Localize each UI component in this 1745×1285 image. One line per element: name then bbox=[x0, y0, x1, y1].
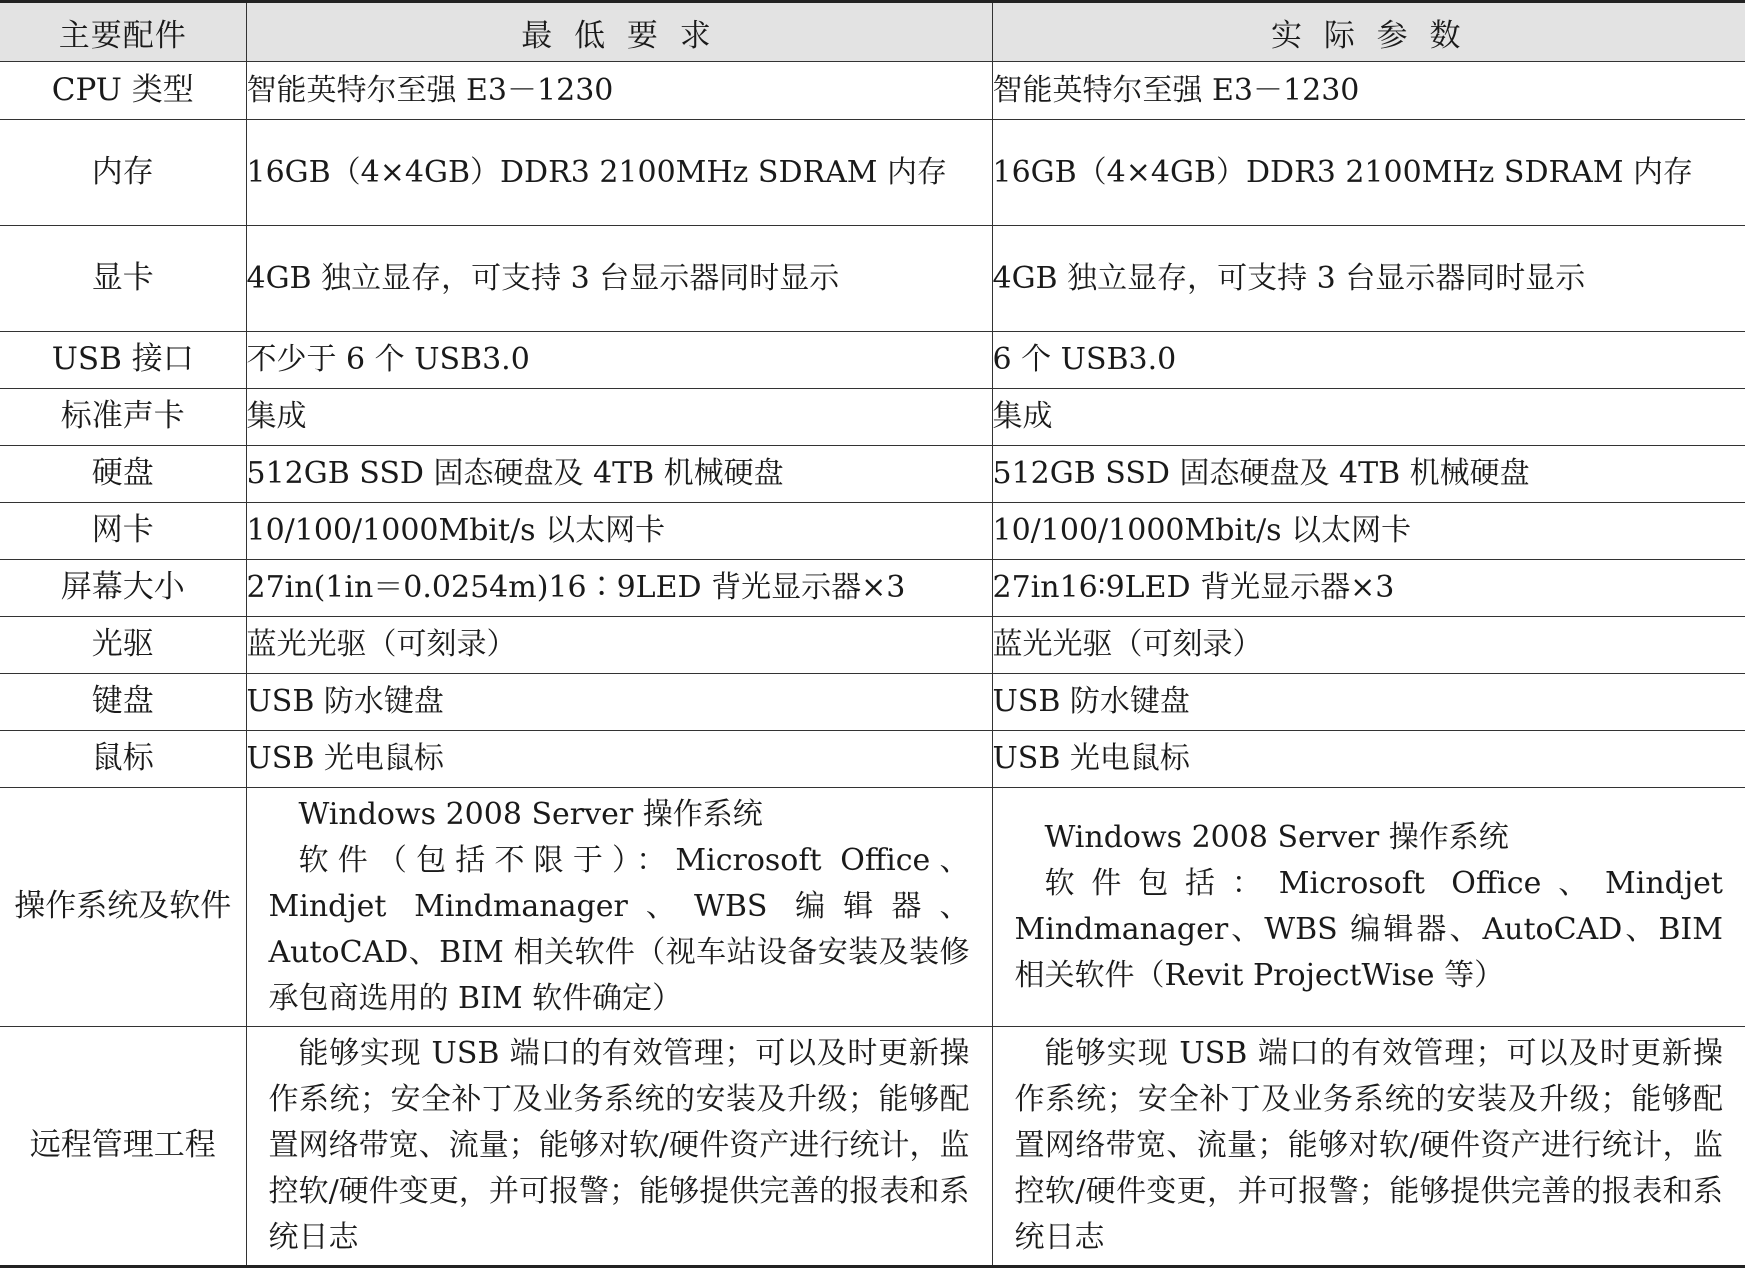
table-row bbox=[0, 120, 1745, 226]
row-min: 27in(1in＝0.0254m)16∶9LED 背光显示器×3 bbox=[246, 560, 992, 617]
row-min: 集成 bbox=[246, 389, 992, 446]
row-min: 10/100/1000Mbit/s 以太网卡 bbox=[246, 503, 992, 560]
row-category: USB 接口 bbox=[0, 332, 246, 389]
table-row bbox=[0, 332, 1745, 389]
table-row bbox=[0, 226, 1745, 332]
software-line: 软件包括：Microsoft Office、Mindjet Mindmanager、WBS 编辑器、AutoCAD、BIM 相关软件（Revit ProjectWise 等） bbox=[1014, 866, 1723, 993]
table-row bbox=[0, 674, 1745, 731]
table-row bbox=[0, 389, 1745, 446]
software-line: 软件（包括不限于）：Microsoft Office、Mindjet Mindmanager、WBS 编辑器、AutoCAD、BIM 相关软件（视车站设备安装及装修承包商选用的 BIM 软件确定） bbox=[268, 843, 970, 1016]
row-category: 键盘 bbox=[0, 674, 246, 731]
os-line: Windows 2008 Server 操作系统 bbox=[1044, 820, 1509, 855]
row-category: 硬盘 bbox=[0, 446, 246, 503]
os-software-row bbox=[0, 788, 1745, 1027]
row-min: 4GB 独立显存，可支持 3 台显示器同时显示 bbox=[246, 226, 992, 332]
header-actual-params: 实 际 参 数 bbox=[992, 2, 1745, 62]
row-min: USB 防水键盘 bbox=[246, 674, 992, 731]
row-min: USB 光电鼠标 bbox=[246, 731, 992, 788]
table-row bbox=[0, 560, 1745, 617]
row-actual: 智能英特尔至强 E3－1230 bbox=[992, 62, 1745, 120]
row-min: 不少于 6 个 USB3.0 bbox=[246, 332, 992, 389]
table-row bbox=[0, 446, 1745, 503]
table-row bbox=[0, 731, 1745, 788]
header-component: 主要配件 bbox=[0, 2, 246, 62]
row-min: 512GB SSD 固态硬盘及 4TB 机械硬盘 bbox=[246, 446, 992, 503]
row-category: 标准声卡 bbox=[0, 389, 246, 446]
row-actual: 集成 bbox=[992, 389, 1745, 446]
row-actual bbox=[992, 1027, 1745, 1267]
row-category: 网卡 bbox=[0, 503, 246, 560]
row-category: 操作系统及软件 bbox=[0, 788, 246, 1027]
os-line: Windows 2008 Server 操作系统 bbox=[298, 797, 763, 832]
row-category: 光驱 bbox=[0, 617, 246, 674]
row-min bbox=[246, 788, 992, 1027]
row-category: 显卡 bbox=[0, 226, 246, 332]
row-min: 智能英特尔至强 E3－1230 bbox=[246, 62, 992, 120]
row-actual: 512GB SSD 固态硬盘及 4TB 机械硬盘 bbox=[992, 446, 1745, 503]
row-actual: 6 个 USB3.0 bbox=[992, 332, 1745, 389]
remote-text: 能够实现 USB 端口的有效管理；可以及时更新操作系统；安全补丁及业务系统的安装及升级；能够配置网络带宽、流量；能够对软/硬件资产进行统计，监控软/硬件变更，并可报警；能够提供完善的报表和系统日志 bbox=[268, 1036, 970, 1255]
table-row bbox=[0, 62, 1745, 120]
row-category: 鼠标 bbox=[0, 731, 246, 788]
row-category: 远程管理工程 bbox=[0, 1027, 246, 1267]
row-category: 内存 bbox=[0, 120, 246, 226]
row-category: CPU 类型 bbox=[0, 62, 246, 120]
row-actual: USB 防水键盘 bbox=[992, 674, 1745, 731]
remote-management-row bbox=[0, 1027, 1745, 1267]
table-row bbox=[0, 503, 1745, 560]
row-min bbox=[246, 1027, 992, 1267]
header-min-requirement: 最 低 要 求 bbox=[246, 2, 992, 62]
row-actual: 27in16∶9LED 背光显示器×3 bbox=[992, 560, 1745, 617]
row-actual: 10/100/1000Mbit/s 以太网卡 bbox=[992, 503, 1745, 560]
row-min: 16GB（4×4GB）DDR3 2100MHz SDRAM 内存 bbox=[246, 120, 992, 226]
table-row bbox=[0, 617, 1745, 674]
row-actual: 16GB（4×4GB）DDR3 2100MHz SDRAM 内存 bbox=[992, 120, 1745, 226]
row-category: 屏幕大小 bbox=[0, 560, 246, 617]
row-actual: 蓝光光驱（可刻录） bbox=[992, 617, 1745, 674]
row-actual bbox=[992, 788, 1745, 1027]
row-min: 蓝光光驱（可刻录） bbox=[246, 617, 992, 674]
row-actual: USB 光电鼠标 bbox=[992, 731, 1745, 788]
remote-text: 能够实现 USB 端口的有效管理；可以及时更新操作系统；安全补丁及业务系统的安装及升级；能够配置网络带宽、流量；能够对软/硬件资产进行统计，监控软/硬件变更，并可报警；能够提供完善的报表和系统日志 bbox=[1014, 1036, 1723, 1255]
row-actual: 4GB 独立显存，可支持 3 台显示器同时显示 bbox=[992, 226, 1745, 332]
header-row bbox=[0, 2, 1745, 62]
